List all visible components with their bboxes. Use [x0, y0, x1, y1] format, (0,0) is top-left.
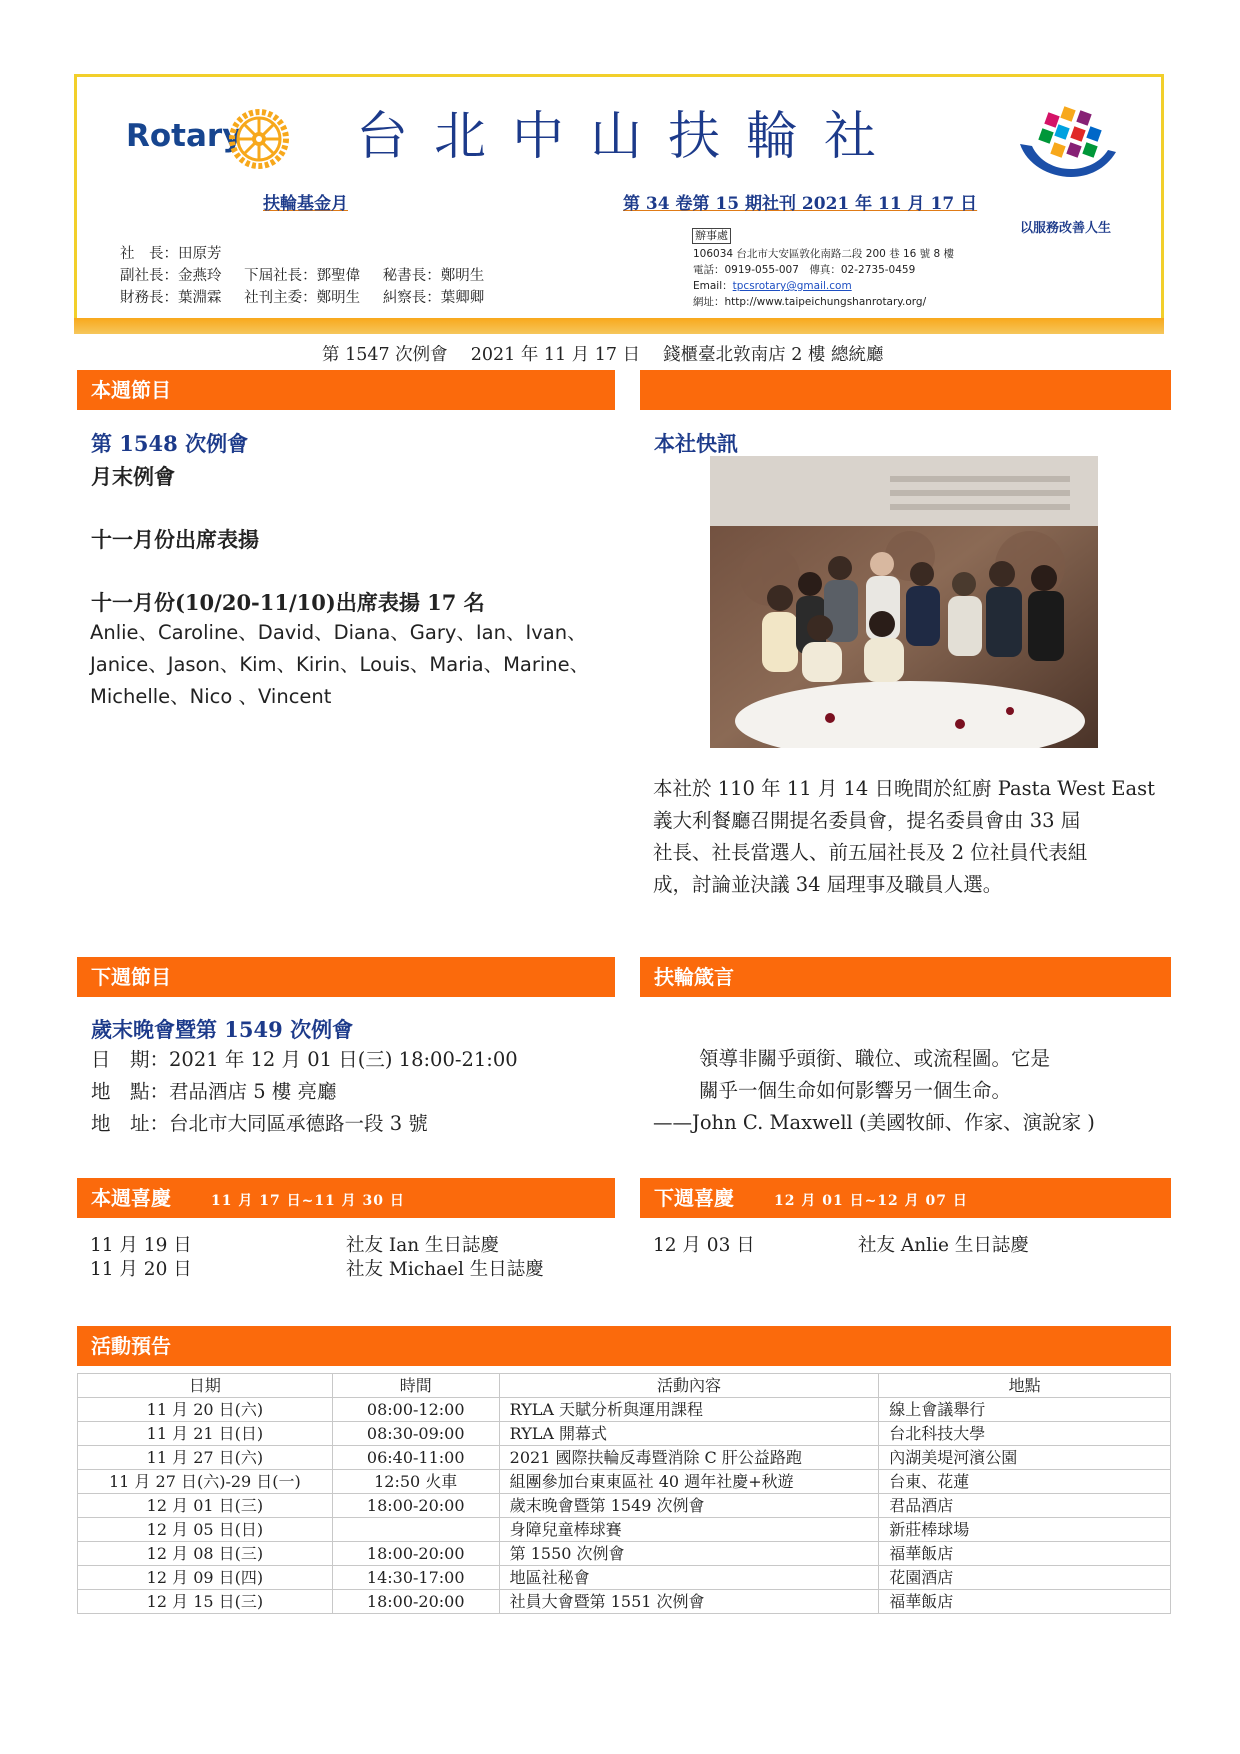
this-week-celebration-list [90, 1234, 544, 1282]
cell-location: 台東、花蓮 [879, 1470, 1171, 1494]
this-week-program-bar [77, 370, 615, 410]
table-row [78, 1590, 1171, 1614]
celebration-date: 11 月 20 日 [90, 1259, 192, 1280]
column-header: 時間 [332, 1374, 499, 1398]
attendance-names [90, 617, 589, 713]
cell-date: 11 月 20 日(六) [78, 1398, 333, 1422]
cell-date: 12 月 05 日(日) [78, 1518, 333, 1542]
table-row [78, 1566, 1171, 1590]
column-header: 活動內容 [499, 1374, 879, 1398]
section-title: 下週喜慶 [654, 1186, 734, 1210]
cell-activity: RYLA 天賦分析與運用課程 [499, 1398, 879, 1422]
rotary-wheel-icon [228, 108, 290, 170]
attendance-title: 十一月份出席表揚 [91, 527, 259, 552]
cell-time: 18:00-20:00 [332, 1494, 499, 1518]
club-news-bar [640, 370, 1171, 410]
next-week-details [91, 1044, 518, 1140]
activities-bar [77, 1326, 1171, 1366]
cell-date: 12 月 01 日(三) [78, 1494, 333, 1518]
cell-time [332, 1518, 499, 1542]
motto-text [653, 1043, 1095, 1139]
officer: 副社長：金燕玲 [120, 268, 222, 284]
table-header-row [78, 1374, 1171, 1398]
rotary-motto-bar [640, 957, 1171, 997]
section-title: 下週節目 [91, 965, 171, 989]
officer: 下屆社長：鄧聖偉 [244, 268, 361, 284]
group-photo [710, 456, 1098, 748]
cell-date: 11 月 27 日(六)-29 日(一) [78, 1470, 333, 1494]
email-link[interactable]: tpcsrotary@gmail.com [732, 280, 852, 292]
cell-activity: 身障兒童棒球賽 [499, 1518, 879, 1542]
cell-location: 台北科技大學 [879, 1422, 1171, 1446]
cell-time: 08:30-09:00 [332, 1422, 499, 1446]
cell-location: 福華飯店 [879, 1542, 1171, 1566]
this-week-celebrations-bar [77, 1178, 615, 1218]
celebration-item [653, 1234, 1029, 1258]
date-range: 12 月 01 日~12 月 07 日 [774, 1193, 968, 1209]
cell-activity: 第 1550 次例會 [499, 1542, 879, 1566]
this-week-heading: 第 1548 次例會 [91, 431, 249, 456]
cell-activity: 2021 國際扶輪反毒暨消除 C 肝公益路跑 [499, 1446, 879, 1470]
section-title: 扶輪箴言 [654, 965, 734, 989]
cell-time: 08:00-12:00 [332, 1398, 499, 1422]
cell-location: 君品酒店 [879, 1494, 1171, 1518]
this-week-subtitle: 月末例會 [91, 464, 175, 489]
cell-activity: 歲末晚會暨第 1549 次例會 [499, 1494, 879, 1518]
officer: 社 長：田原芳 [120, 246, 222, 262]
cell-activity: RYLA 開幕式 [499, 1422, 879, 1446]
celebration-item [90, 1258, 544, 1282]
table-row [78, 1494, 1171, 1518]
club-news-text [653, 773, 1155, 901]
table-row [78, 1542, 1171, 1566]
celebration-text: 社友 Ian 生日誌慶 [346, 1235, 500, 1256]
cell-location: 新莊棒球場 [879, 1518, 1171, 1542]
cell-date: 11 月 27 日(六) [78, 1446, 333, 1470]
detail-line: 地 點：君品酒店 5 樓 亮廳 [91, 1080, 337, 1103]
detail-line: 日 期：2021 年 12 月 01 日(三) 18:00-21:00 [91, 1048, 518, 1071]
cell-date: 11 月 21 日(日) [78, 1422, 333, 1446]
section-title: 本週喜慶 [91, 1186, 171, 1210]
section-title: 活動預告 [91, 1334, 171, 1358]
cell-date: 12 月 15 日(三) [78, 1590, 333, 1614]
club-news-heading: 本社快訊 [654, 431, 738, 456]
activities-table [77, 1373, 1171, 1614]
news-line: 義大利餐廳召開提名委員會，提名委員會由 33 屆 [653, 809, 1081, 832]
email-label: Email： [693, 280, 733, 292]
date-range: 11 月 17 日~11 月 30 日 [211, 1193, 405, 1209]
office-website[interactable]: 網址：http://www.taipeichungshanrotary.org/ [693, 296, 927, 308]
next-week-celebrations-bar [640, 1178, 1171, 1218]
cell-time: 14:30-17:00 [332, 1566, 499, 1590]
current-meeting-info: 第 1547 次例會 2021 年 11 月 17 日 錢櫃臺北敦南店 2 樓 總統廳 [322, 345, 884, 365]
cell-location: 線上會議舉行 [879, 1398, 1171, 1422]
office-address: 106034 台北市大安區敦化南路二段 200 巷 16 號 8 樓 [693, 248, 955, 260]
cell-time: 12:50 火車 [332, 1470, 499, 1494]
section-title: 本週節目 [91, 378, 171, 402]
detail-line: 地 址：台北市大同區承德路一段 3 號 [91, 1112, 428, 1135]
month-theme: 扶輪基金月 [263, 194, 348, 214]
cell-activity: 地區社秘會 [499, 1566, 879, 1590]
cell-location: 內湖美堤河濱公園 [879, 1446, 1171, 1470]
cell-location: 福華飯店 [879, 1590, 1171, 1614]
names-line: Janice、Jason、Kim、Kirin、Louis、Maria、Marine、 [90, 653, 590, 676]
logo-caption: 以服務改善人生 [1020, 221, 1112, 236]
officer: 社刊主委：鄭明生 [244, 290, 361, 306]
next-week-heading: 歲末晚會暨第 1549 次例會 [91, 1017, 354, 1042]
club-title: 台北中山扶輪社 [356, 107, 903, 167]
officer-list [120, 243, 502, 309]
celebration-text: 社友 Michael 生日誌慶 [346, 1259, 544, 1280]
officer: 財務長：葉淵霖 [120, 290, 222, 306]
rotary-wordmark: Rotary [126, 118, 243, 154]
cell-activity: 社員大會暨第 1551 次例會 [499, 1590, 879, 1614]
table-row [78, 1518, 1171, 1542]
cell-time: 18:00-20:00 [332, 1590, 499, 1614]
motto-line: 關乎一個生命如何影響另一個生命。 [699, 1079, 1012, 1102]
names-line: Anlie、Caroline、David、Diana、Gary、Ian、Ivan、 [90, 621, 587, 644]
officer: 秘書長：鄭明生 [382, 268, 485, 284]
next-week-celebration-list [653, 1234, 1029, 1258]
globe-hands-logo-icon [1012, 100, 1122, 200]
attendance-subtitle: 十一月份(10/20-11/10)出席表揚 17 名 [91, 590, 485, 615]
news-line: 本社於 110 年 11 月 14 日晚間於紅廚 Pasta West East [653, 777, 1156, 800]
cell-date: 12 月 09 日(四) [78, 1566, 333, 1590]
cell-location: 花園酒店 [879, 1566, 1171, 1590]
news-line: 成，討論並決議 34 屆理事及職員人選。 [653, 873, 1003, 896]
cell-time: 18:00-20:00 [332, 1542, 499, 1566]
table-row [78, 1470, 1171, 1494]
table-row [78, 1422, 1171, 1446]
celebration-item [90, 1234, 544, 1258]
cell-activity: 組團參加台東東區社 40 週年社慶+秋遊 [499, 1470, 879, 1494]
office-phone: 電話：0919-055-007 傳真：02-2735-0459 [693, 264, 916, 276]
cell-date: 12 月 08 日(三) [78, 1542, 333, 1566]
celebration-date: 12 月 03 日 [653, 1235, 755, 1256]
celebration-date: 11 月 19 日 [90, 1235, 192, 1256]
table-row [78, 1446, 1171, 1470]
motto-attribution: ——John C. Maxwell (美國牧師、作家、演說家 ) [653, 1111, 1095, 1134]
office-tag: 辦事處 [692, 228, 731, 244]
column-header: 地點 [879, 1374, 1171, 1398]
office-contact [693, 246, 954, 310]
news-line: 社長、社長當選人、前五屆社長及 2 位社員代表組 [653, 841, 1088, 864]
table-row [78, 1398, 1171, 1422]
column-header: 日期 [78, 1374, 333, 1398]
cell-time: 06:40-11:00 [332, 1446, 499, 1470]
motto-line: 領導非關乎頭銜、職位、或流程圖。它是 [699, 1047, 1051, 1070]
officer: 糾察長：葉卿卿 [382, 290, 485, 306]
celebration-text: 社友 Anlie 生日誌慶 [858, 1235, 1029, 1256]
next-week-program-bar [77, 957, 615, 997]
masthead-bottom-stripe [74, 318, 1164, 334]
names-line: Michelle、Nico 、Vincent [90, 685, 332, 708]
issue-info: 第 34 卷第 15 期社刊 2021 年 11 月 17 日 [623, 194, 978, 214]
